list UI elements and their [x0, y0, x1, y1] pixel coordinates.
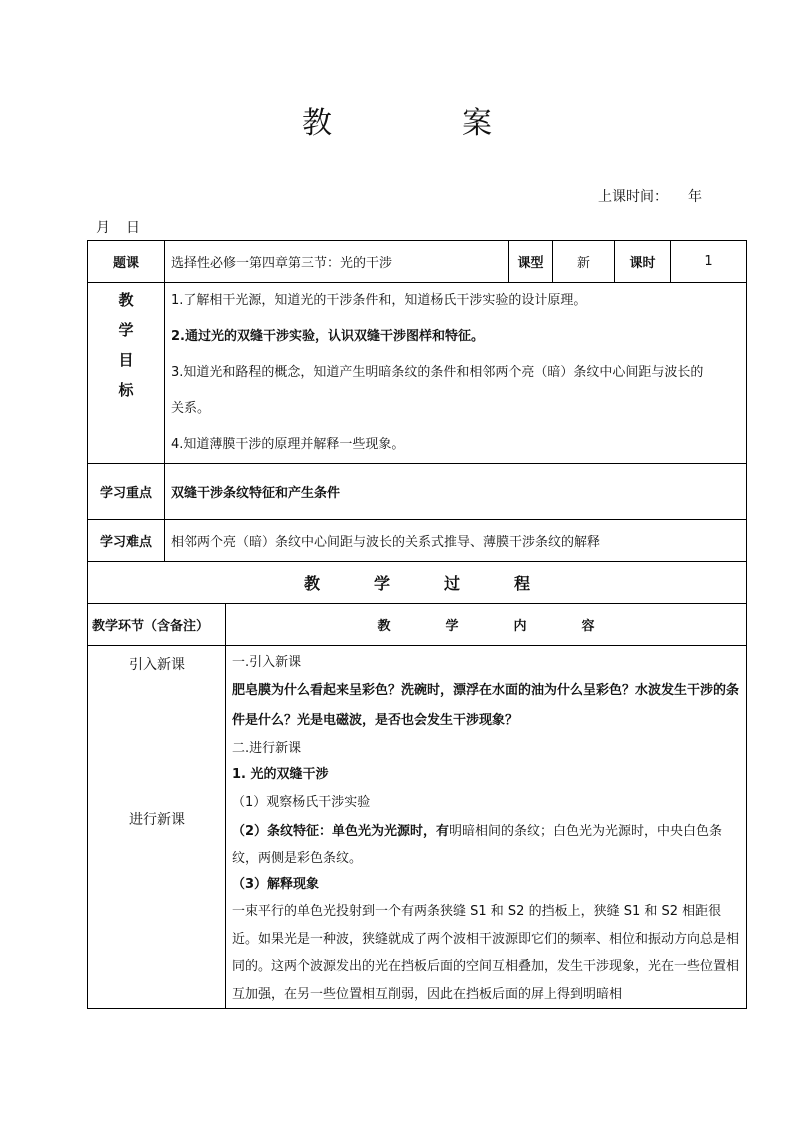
content-step-bold: （2）条纹特征：单色光为光源时，有 [232, 824, 450, 839]
focus-value: 双缝干涉条纹特征和产生条件 [165, 464, 747, 520]
title-char-2: 案 [462, 106, 492, 141]
title-char-1: 教 [302, 106, 332, 141]
content-step: （3）解释现象 [232, 877, 320, 892]
goal-item: 2.通过光的双缝干涉实验，认识双缝干涉图样和特征。 [171, 329, 484, 344]
goal-item: 1.了解相干光源，知道光的干涉条件和，知道杨氏干涉实验的设计原理。 [171, 293, 587, 308]
content-step: （1）观察杨氏干涉实验 [232, 795, 371, 810]
content-header-char: 教 [377, 619, 391, 634]
section-intro: 引入新课 [129, 657, 185, 673]
process-title [88, 562, 747, 604]
focus-row [88, 464, 747, 520]
lesson-plan-table [87, 240, 747, 1009]
class-date [96, 217, 140, 237]
process-char: 教 [303, 574, 320, 593]
process-row [88, 562, 747, 604]
sections-cell [88, 646, 226, 1009]
content-body: 一束平行的单色光投射到一个有两条狭缝 S1 和 S2 的挡板上，狭缝 S1 和 S2 相距很近。如果光是一种波，狭缝就成了两个波相干波源即它们的频率、相位和振动方向总是相同的。这两个波源发出的光在挡板后面的空间互相叠加，发生干涉现象，光在一些位置相互加强，在另一些位置相互削弱，因此在挡板后面的屏上得到明暗相 [232, 904, 740, 1002]
intro-question: 肥皂膜为什么看起来呈彩色？洗碗时，漂浮在水面的油为什么呈彩色？水波发生干涉的条件是什么？光是电磁波，是否也会发生干涉现象？ [232, 683, 740, 728]
month-label: 月 [96, 220, 110, 236]
column-right-header [226, 604, 747, 646]
process-char: 学 [373, 574, 390, 593]
page-title [0, 98, 794, 142]
goals-label-char: 学 [118, 321, 134, 339]
goal-item: 3.知道光和路程的概念，知道产生明暗条纹的条件和相邻两个亮（暗）条纹中心间距与波长的 [171, 365, 704, 380]
content-step-rest: 明暗相间的条纹；白色光为光源时，中央白色条纹，两侧是彩色条纹。 [232, 824, 723, 866]
class-time [598, 186, 702, 206]
topic-label: 题课 [88, 241, 165, 283]
topic-row [88, 241, 747, 283]
focus-label: 学习重点 [88, 464, 165, 520]
content-header-char: 内 [513, 619, 527, 634]
goals-label [88, 283, 165, 464]
day-label: 日 [126, 220, 140, 236]
columns-header-row [88, 604, 747, 646]
column-left-header: 教学环节（含备注） [88, 604, 226, 646]
process-char: 程 [513, 574, 530, 593]
type-value: 新 [553, 241, 615, 283]
topic-value: 选择性必修一第四章第三节：光的干涉 [165, 241, 509, 283]
hours-label: 课时 [615, 241, 671, 283]
content-subheading: 1. 光的双缝干涉 [232, 767, 329, 782]
content-cell [226, 646, 747, 1009]
goals-label-char: 教 [118, 291, 134, 309]
year-label: 年 [688, 189, 702, 205]
content-heading: 一.引入新课 [232, 655, 302, 670]
goals-label-char: 目 [118, 351, 134, 369]
content-header-char: 学 [445, 619, 459, 634]
difficulty-row [88, 520, 747, 562]
section-new: 进行新课 [129, 812, 185, 828]
class-time-label: 上课时间： [598, 189, 668, 205]
hours-value: 1 [671, 241, 747, 283]
content-header-char: 容 [581, 619, 595, 634]
difficulty-value: 相邻两个亮（暗）条纹中心间距与波长的关系式推导、薄膜干涉条纹的解释 [165, 520, 747, 562]
content-row [88, 646, 747, 1009]
process-char: 过 [443, 574, 460, 593]
goals-content [165, 283, 747, 464]
goal-item: 关系。 [171, 401, 211, 416]
difficulty-label: 学习难点 [88, 520, 165, 562]
content-step [232, 818, 740, 872]
goals-row [88, 283, 747, 464]
goals-label-char: 标 [118, 381, 134, 399]
goal-item: 4.知道薄膜干涉的原理并解释一些现象。 [171, 437, 405, 452]
content-heading: 二.进行新课 [232, 741, 302, 756]
type-label: 课型 [509, 241, 553, 283]
